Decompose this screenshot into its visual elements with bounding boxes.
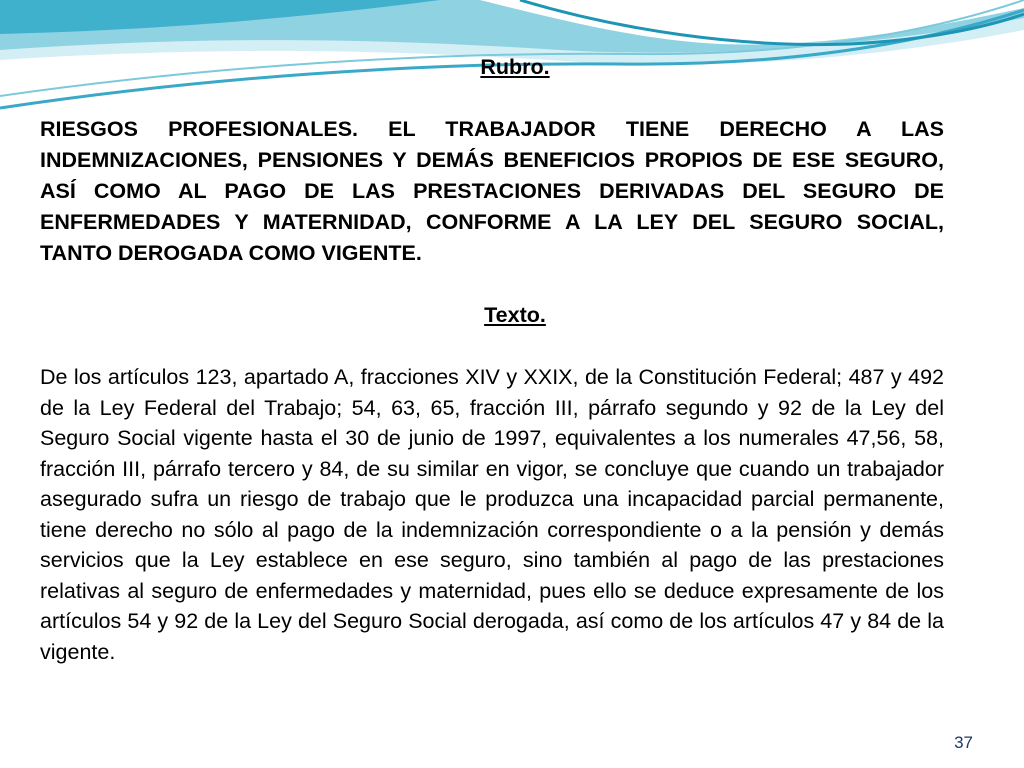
texto-body: De los artículos 123, apartado A, fracciones XIV y XXIX, de la Constitución Federal; 487 y 492 de la Ley Federal del Trabajo; 54, 63, 65, fracción III, párrafo segundo y 92 de la Ley del Seguro Social vigente hasta el 30 de junio de 1997, equivalentes a los numerales 47,56, 58, fracción III, párrafo tercero y 84, de su similar en vigor, se concluye que cuando un trabajador asegurado sufra un riesgo de trabajo que le produzca una incapacidad parcial permanente, tiene derecho no sólo al pago de la indemnización correspondiente o a la pensión y demás servicios que la Ley establece en ese seguro, sino también al pago de las prestaciones relativas al seguro de enfermedades y maternidad, pues ello se deduce expresamente de los artículos 54 y 92 de la Ley del Seguro Social derogada, así como de los artículos 47 y 84 de la vigente.	[40, 365, 944, 664]
texto-heading: Texto.	[484, 303, 546, 327]
rubro-text: RIESGOS PROFESIONALES. EL TRABAJADOR TIENE DERECHO A LAS INDEMNIZACIONES, PENSIONES Y DEMÁS BENEFICIOS PROPIOS DE ESE SEGURO, ASÍ COMO AL PAGO DE LAS PRESTACIONES DERIVADAS DEL SEGURO DE ENFERMEDADES Y MATERNIDAD, CONFORME A LA LEY DEL SEGURO SOCIAL, TANTO DEROGADA COMO VIGENTE.	[40, 117, 944, 265]
slide-content	[40, 52, 944, 667]
rubro-heading: Rubro.	[480, 55, 550, 79]
page-number: 37	[954, 733, 973, 752]
